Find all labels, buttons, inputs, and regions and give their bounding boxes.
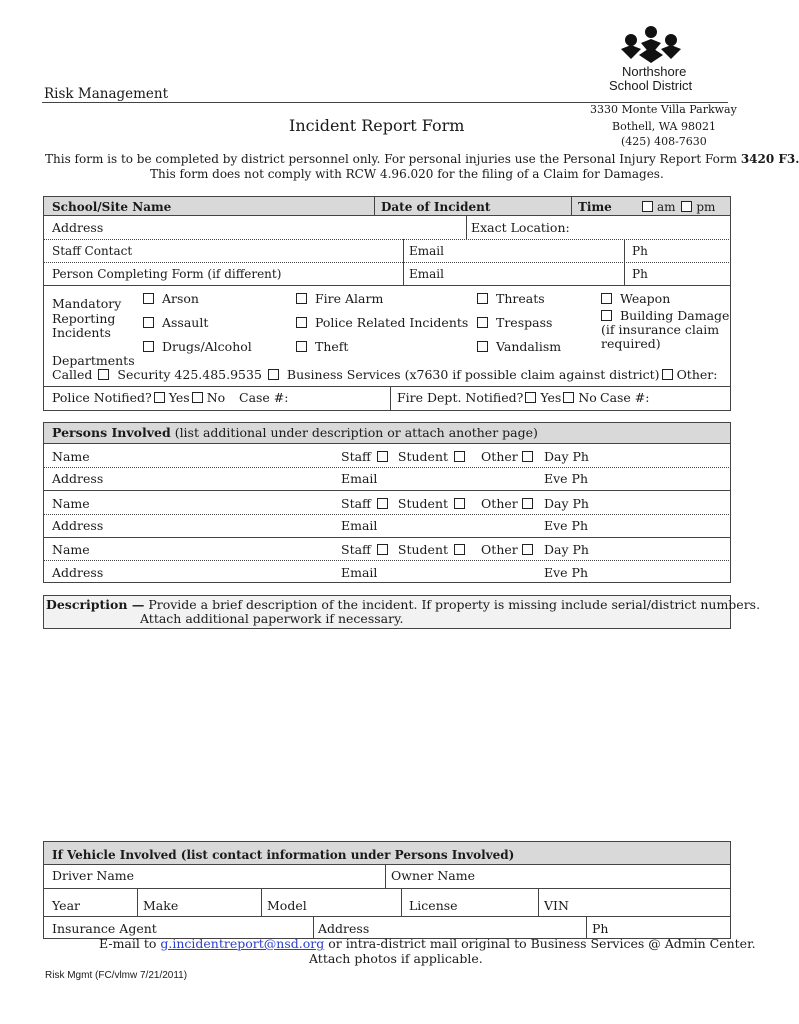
school-site-name-label: School/Site Name	[52, 200, 172, 214]
attach-photos-note: Attach photos if applicable.	[309, 951, 483, 966]
year-label: Year	[52, 898, 80, 913]
intro-form-number: 3420 F3.	[740, 152, 799, 166]
weapon-checkbox[interactable]	[601, 293, 612, 304]
row-line	[43, 537, 731, 538]
driver-name-label: Driver Name	[52, 868, 135, 883]
make-label: Make	[143, 898, 179, 913]
row-line	[43, 443, 731, 444]
exact-location-label: Exact Location:	[471, 220, 570, 235]
business-services-checkbox[interactable]	[268, 369, 279, 380]
person3-type-group	[341, 543, 537, 557]
person1-email-label: Email	[341, 471, 378, 486]
student-label: Student	[397, 496, 449, 511]
date-of-incident-label: Date of Incident	[381, 200, 491, 214]
person-completing-label: Person Completing Form (if different)	[52, 267, 282, 281]
fire-notified-row	[397, 391, 597, 405]
police-notified-row	[52, 391, 225, 405]
footer-email-prefix: E-mail to	[99, 936, 157, 951]
description-text-1: Provide a brief description of the incident. If property is missing include serial/district numbers.	[148, 597, 761, 612]
model-label: Model	[267, 898, 307, 913]
row-line	[43, 560, 731, 561]
staff-email-label: Email	[409, 244, 444, 258]
vandalism-option[interactable]	[475, 340, 561, 354]
weapon-label: Weapon	[619, 291, 671, 306]
person3-email-label: Email	[341, 565, 378, 580]
assault-option[interactable]	[141, 316, 208, 330]
threats-label: Threats	[495, 291, 545, 306]
fire-no-checkbox[interactable]	[563, 392, 574, 403]
person3-student-checkbox[interactable]	[454, 544, 465, 555]
form-code: Risk Mgmt (FC/vlmw 7/21/2011)	[45, 970, 188, 981]
business-services-label: Business Services (x7630 if possible claim against district)	[286, 367, 660, 382]
person3-other-checkbox[interactable]	[522, 544, 533, 555]
building-damage-checkbox[interactable]	[601, 310, 612, 321]
phone-number: (425) 408-7630	[621, 135, 707, 148]
pm-checkbox[interactable]	[681, 201, 692, 212]
insurance-agent-label: Insurance Agent	[52, 921, 157, 936]
fire-notified-label: Fire Dept. Notified?	[397, 390, 524, 405]
other-dept-checkbox[interactable]	[662, 369, 673, 380]
time-label: Time	[578, 200, 612, 214]
address-line2: Bothell, WA 98021	[612, 120, 716, 133]
police-notified-label: Police Notified?	[52, 390, 152, 405]
building-note-1: (if insurance claim	[601, 322, 720, 337]
district-logo	[617, 25, 685, 65]
mandatory-label-2: Reporting	[52, 311, 116, 326]
staff-label: Staff	[341, 449, 371, 464]
row-line	[43, 864, 731, 865]
col-line	[403, 239, 404, 285]
owner-name-label: Owner Name	[391, 868, 475, 883]
col-line	[538, 888, 539, 916]
address-label: Address	[52, 220, 104, 235]
intro-line1	[45, 152, 799, 166]
fire-alarm-option[interactable]	[294, 292, 383, 306]
assault-label: Assault	[161, 315, 209, 330]
row-line	[43, 490, 731, 491]
arson-option[interactable]	[141, 292, 199, 306]
person2-other-checkbox[interactable]	[522, 498, 533, 509]
trespass-option[interactable]	[475, 316, 552, 330]
address-line1: 3330 Monte Villa Parkway	[590, 103, 737, 116]
drugs-alcohol-checkbox[interactable]	[143, 341, 154, 352]
person1-name-label: Name	[52, 449, 90, 464]
col-line	[401, 888, 402, 916]
threats-checkbox[interactable]	[477, 293, 488, 304]
pm-label: pm	[696, 200, 716, 214]
police-yes-checkbox[interactable]	[154, 392, 165, 403]
person2-type-group	[341, 497, 537, 511]
security-checkbox[interactable]	[98, 369, 109, 380]
col-line	[390, 386, 391, 411]
police-related-label: Police Related Incidents	[314, 315, 469, 330]
staff-contact-label: Staff Contact	[52, 244, 133, 258]
staff-ph-label: Ph	[632, 244, 648, 258]
person1-staff-checkbox[interactable]	[377, 451, 388, 462]
person2-name-label: Name	[52, 496, 90, 511]
person-email-label: Email	[409, 267, 444, 281]
student-label: Student	[397, 542, 449, 557]
am-pm-group	[640, 200, 715, 214]
person3-eve-ph-label: Eve Ph	[544, 565, 589, 580]
person3-name-label: Name	[52, 542, 90, 557]
other-label: Other	[481, 449, 518, 464]
person1-student-checkbox[interactable]	[454, 451, 465, 462]
intro-line2: This form does not comply with RCW 4.96.020 for the filing of a Claim for Damages.	[150, 167, 664, 181]
vandalism-label: Vandalism	[495, 339, 562, 354]
trespass-checkbox[interactable]	[477, 317, 488, 328]
person2-eve-ph-label: Eve Ph	[544, 518, 589, 533]
col-line	[137, 888, 138, 916]
drugs-alcohol-option[interactable]	[141, 340, 252, 354]
arson-label: Arson	[161, 291, 199, 306]
intro-text-1: This form is to be completed by district personnel only. For personal injuries use the Personal Injury Report Form	[45, 152, 737, 166]
vin-label: VIN	[544, 898, 569, 913]
police-related-option[interactable]	[294, 316, 468, 330]
staff-label: Staff	[341, 542, 371, 557]
persons-header	[52, 426, 538, 440]
person-ph-label: Ph	[632, 267, 648, 281]
row-line	[43, 467, 731, 468]
footer-email-suffix: or intra-district mail original to Business Services @ Admin Center.	[328, 936, 756, 951]
person3-staff-checkbox[interactable]	[377, 544, 388, 555]
vehicle-ph-label: Ph	[592, 921, 609, 936]
theft-label: Theft	[314, 339, 349, 354]
persons-header-rest: (list additional under description or attach another page)	[174, 425, 538, 440]
col-line	[571, 197, 572, 215]
footer-email-line	[99, 937, 756, 951]
person1-address-label: Address	[52, 471, 104, 486]
person2-email-label: Email	[341, 518, 378, 533]
person1-day-ph-label: Day Ph	[544, 449, 589, 464]
person1-other-checkbox[interactable]	[522, 451, 533, 462]
building-damage-option[interactable]	[599, 309, 729, 323]
row-line	[43, 888, 731, 889]
persons-header-bold: Persons Involved	[52, 425, 171, 440]
fire-alarm-checkbox[interactable]	[296, 293, 307, 304]
vehicle-address-label: Address	[318, 921, 370, 936]
departments-label: Departments	[52, 353, 135, 368]
person2-day-ph-label: Day Ph	[544, 496, 589, 511]
page-title: Incident Report Form	[289, 116, 465, 135]
row-line	[43, 285, 731, 286]
police-no-checkbox[interactable]	[192, 392, 203, 403]
person2-address-label: Address	[52, 518, 104, 533]
mandatory-label-3: Incidents	[52, 325, 111, 340]
departments-called-row	[52, 368, 717, 382]
row-line	[43, 514, 731, 515]
vehicle-header: If Vehicle Involved (list contact information under Persons Involved)	[52, 848, 515, 862]
other-dept-label: Other:	[676, 367, 718, 382]
col-line	[374, 197, 375, 215]
person3-address-label: Address	[52, 565, 104, 580]
fire-yes-label: Yes	[540, 390, 562, 405]
called-label: Called	[52, 367, 93, 382]
col-line	[385, 864, 386, 888]
police-no-label: No	[206, 390, 226, 405]
row-line	[43, 916, 731, 917]
trespass-label: Trespass	[495, 315, 553, 330]
description-label: Description —	[46, 597, 145, 612]
arson-checkbox[interactable]	[143, 293, 154, 304]
row-line	[43, 262, 731, 263]
other-label: Other	[481, 542, 518, 557]
district-logo-mark	[617, 25, 685, 65]
incident-report-email-link[interactable]: g.incidentreport@nsd.org	[160, 936, 325, 951]
assault-checkbox[interactable]	[143, 317, 154, 328]
col-line	[466, 215, 467, 239]
row-line	[43, 386, 731, 387]
fire-alarm-label: Fire Alarm	[314, 291, 384, 306]
col-line	[624, 239, 625, 285]
building-note-2: required)	[601, 336, 661, 351]
fire-case-label: Case #:	[600, 390, 650, 405]
row-line	[43, 239, 731, 240]
am-checkbox[interactable]	[642, 201, 653, 212]
col-line	[261, 888, 262, 916]
security-label: Security 425.485.9535	[117, 367, 262, 382]
police-case-label: Case #:	[239, 390, 289, 405]
person3-day-ph-label: Day Ph	[544, 542, 589, 557]
description-line2: Attach additional paperwork if necessary.	[140, 611, 404, 626]
drugs-alcohol-label: Drugs/Alcohol	[161, 339, 252, 354]
description-line1	[46, 598, 760, 612]
fire-no-label: No	[578, 390, 597, 405]
person2-student-checkbox[interactable]	[454, 498, 465, 509]
threats-option[interactable]	[475, 292, 545, 306]
person1-eve-ph-label: Eve Ph	[544, 471, 589, 486]
district-name-line2: School District	[609, 78, 693, 93]
staff-label: Staff	[341, 496, 371, 511]
fire-yes-checkbox[interactable]	[525, 392, 536, 403]
am-label: am	[657, 200, 676, 214]
building-damage-label: Building Damage	[619, 308, 730, 323]
person1-type-group	[341, 450, 537, 464]
row-line	[43, 215, 731, 216]
student-label: Student	[397, 449, 449, 464]
department-label: Risk Management	[44, 86, 169, 102]
mandatory-label-1: Mandatory	[52, 296, 122, 311]
theft-checkbox[interactable]	[296, 341, 307, 352]
police-related-checkbox[interactable]	[296, 317, 307, 328]
vandalism-checkbox[interactable]	[477, 341, 488, 352]
weapon-option[interactable]	[599, 292, 670, 306]
other-label: Other	[481, 496, 518, 511]
police-yes-label: Yes	[168, 390, 190, 405]
theft-option[interactable]	[294, 340, 348, 354]
person2-staff-checkbox[interactable]	[377, 498, 388, 509]
district-name-line1: Northshore	[622, 64, 687, 79]
license-label: License	[409, 898, 458, 913]
